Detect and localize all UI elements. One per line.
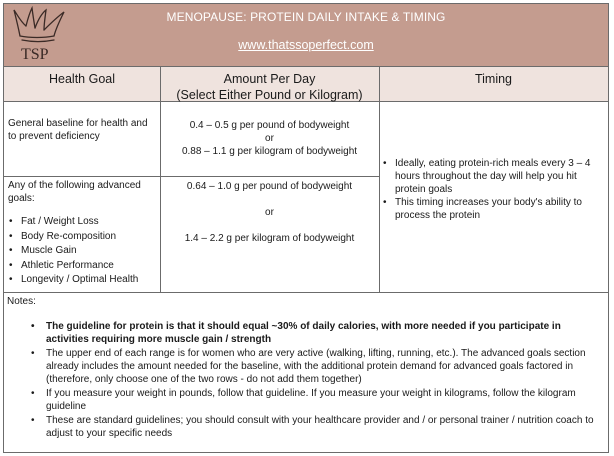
list-item: • The guideline for protein is that it should equal ~30% of daily calories, with more needed if you participate in activities requiring more muscle gain / strength <box>7 320 605 346</box>
table-bottom-border <box>4 292 608 293</box>
notes-list <box>7 320 605 440</box>
row-divider <box>4 176 379 177</box>
column-header-amount: Amount Per Day (Select Either Pound or Kilogram) <box>160 66 379 102</box>
timing-list <box>382 157 604 222</box>
list-item: • Ideally, eating protein-rich meals every 3 – 4 hours throughout the day will help you hit protein goals <box>382 157 604 196</box>
amount-per-pound: 0.4 – 0.5 g per pound of bodyweight <box>189 120 350 131</box>
or-separator: or <box>265 207 274 218</box>
list-item: • Body Re-composition <box>8 230 158 243</box>
page-title: MENOPAUSE: PROTEIN DAILY INTAKE & TIMING <box>166 10 446 24</box>
list-item: • Longevity / Optimal Health <box>8 273 158 286</box>
column-divider <box>379 66 380 292</box>
timing-cell <box>382 157 604 222</box>
row-baseline-goal: General baseline for health and to prevent deficiency <box>8 118 148 142</box>
protein-guide-sheet <box>3 3 609 453</box>
row-advanced-amount <box>162 180 377 245</box>
amount-per-pound: 0.64 – 1.0 g per pound of bodyweight <box>186 181 353 192</box>
or-separator: or <box>265 133 274 144</box>
row-baseline-amount <box>162 119 377 158</box>
row-advanced-goal <box>8 179 158 286</box>
notes-label: Notes: <box>7 296 36 307</box>
advanced-goals-intro: Any of the following advanced goals: <box>8 180 141 204</box>
list-item: • This timing increases your body's ability to process the protein <box>382 196 604 222</box>
list-item: • These are standard guidelines; you should consult with your healthcare provider and / or personal trainer / nutrition coach to adjust to your specific needs <box>7 414 605 440</box>
column-header-timing: Timing <box>379 66 608 102</box>
column-header-goal: Health Goal <box>4 66 160 102</box>
advanced-goals-list <box>8 215 158 286</box>
list-item: • Muscle Gain <box>8 244 158 257</box>
list-item: • If you measure your weight in pounds, follow that guideline. If you measure your weight in kilograms, follow the kilogram guideline <box>7 387 605 413</box>
list-item: • Fat / Weight Loss <box>8 215 158 228</box>
list-item: • Athletic Performance <box>8 259 158 272</box>
list-item: • The upper end of each range is for women who are very active (walking, lifting, running, etc.). The advanced goals section already includes the amount needed for the baseline, with the additional protein demand for advanced goals factored in (therefore, only choose one of the two rows - do not add them together) <box>7 347 605 386</box>
amount-per-kilogram: 0.88 – 1.1 g per kilogram of bodyweight <box>181 146 358 157</box>
column-divider <box>160 66 161 292</box>
title-banner <box>4 4 608 66</box>
amount-per-kilogram: 1.4 – 2.2 g per kilogram of bodyweight <box>184 233 355 244</box>
logo-text: TSP <box>21 46 49 63</box>
website-link[interactable]: www.thatssoperfect.com <box>238 38 374 52</box>
notes-section <box>7 295 605 441</box>
